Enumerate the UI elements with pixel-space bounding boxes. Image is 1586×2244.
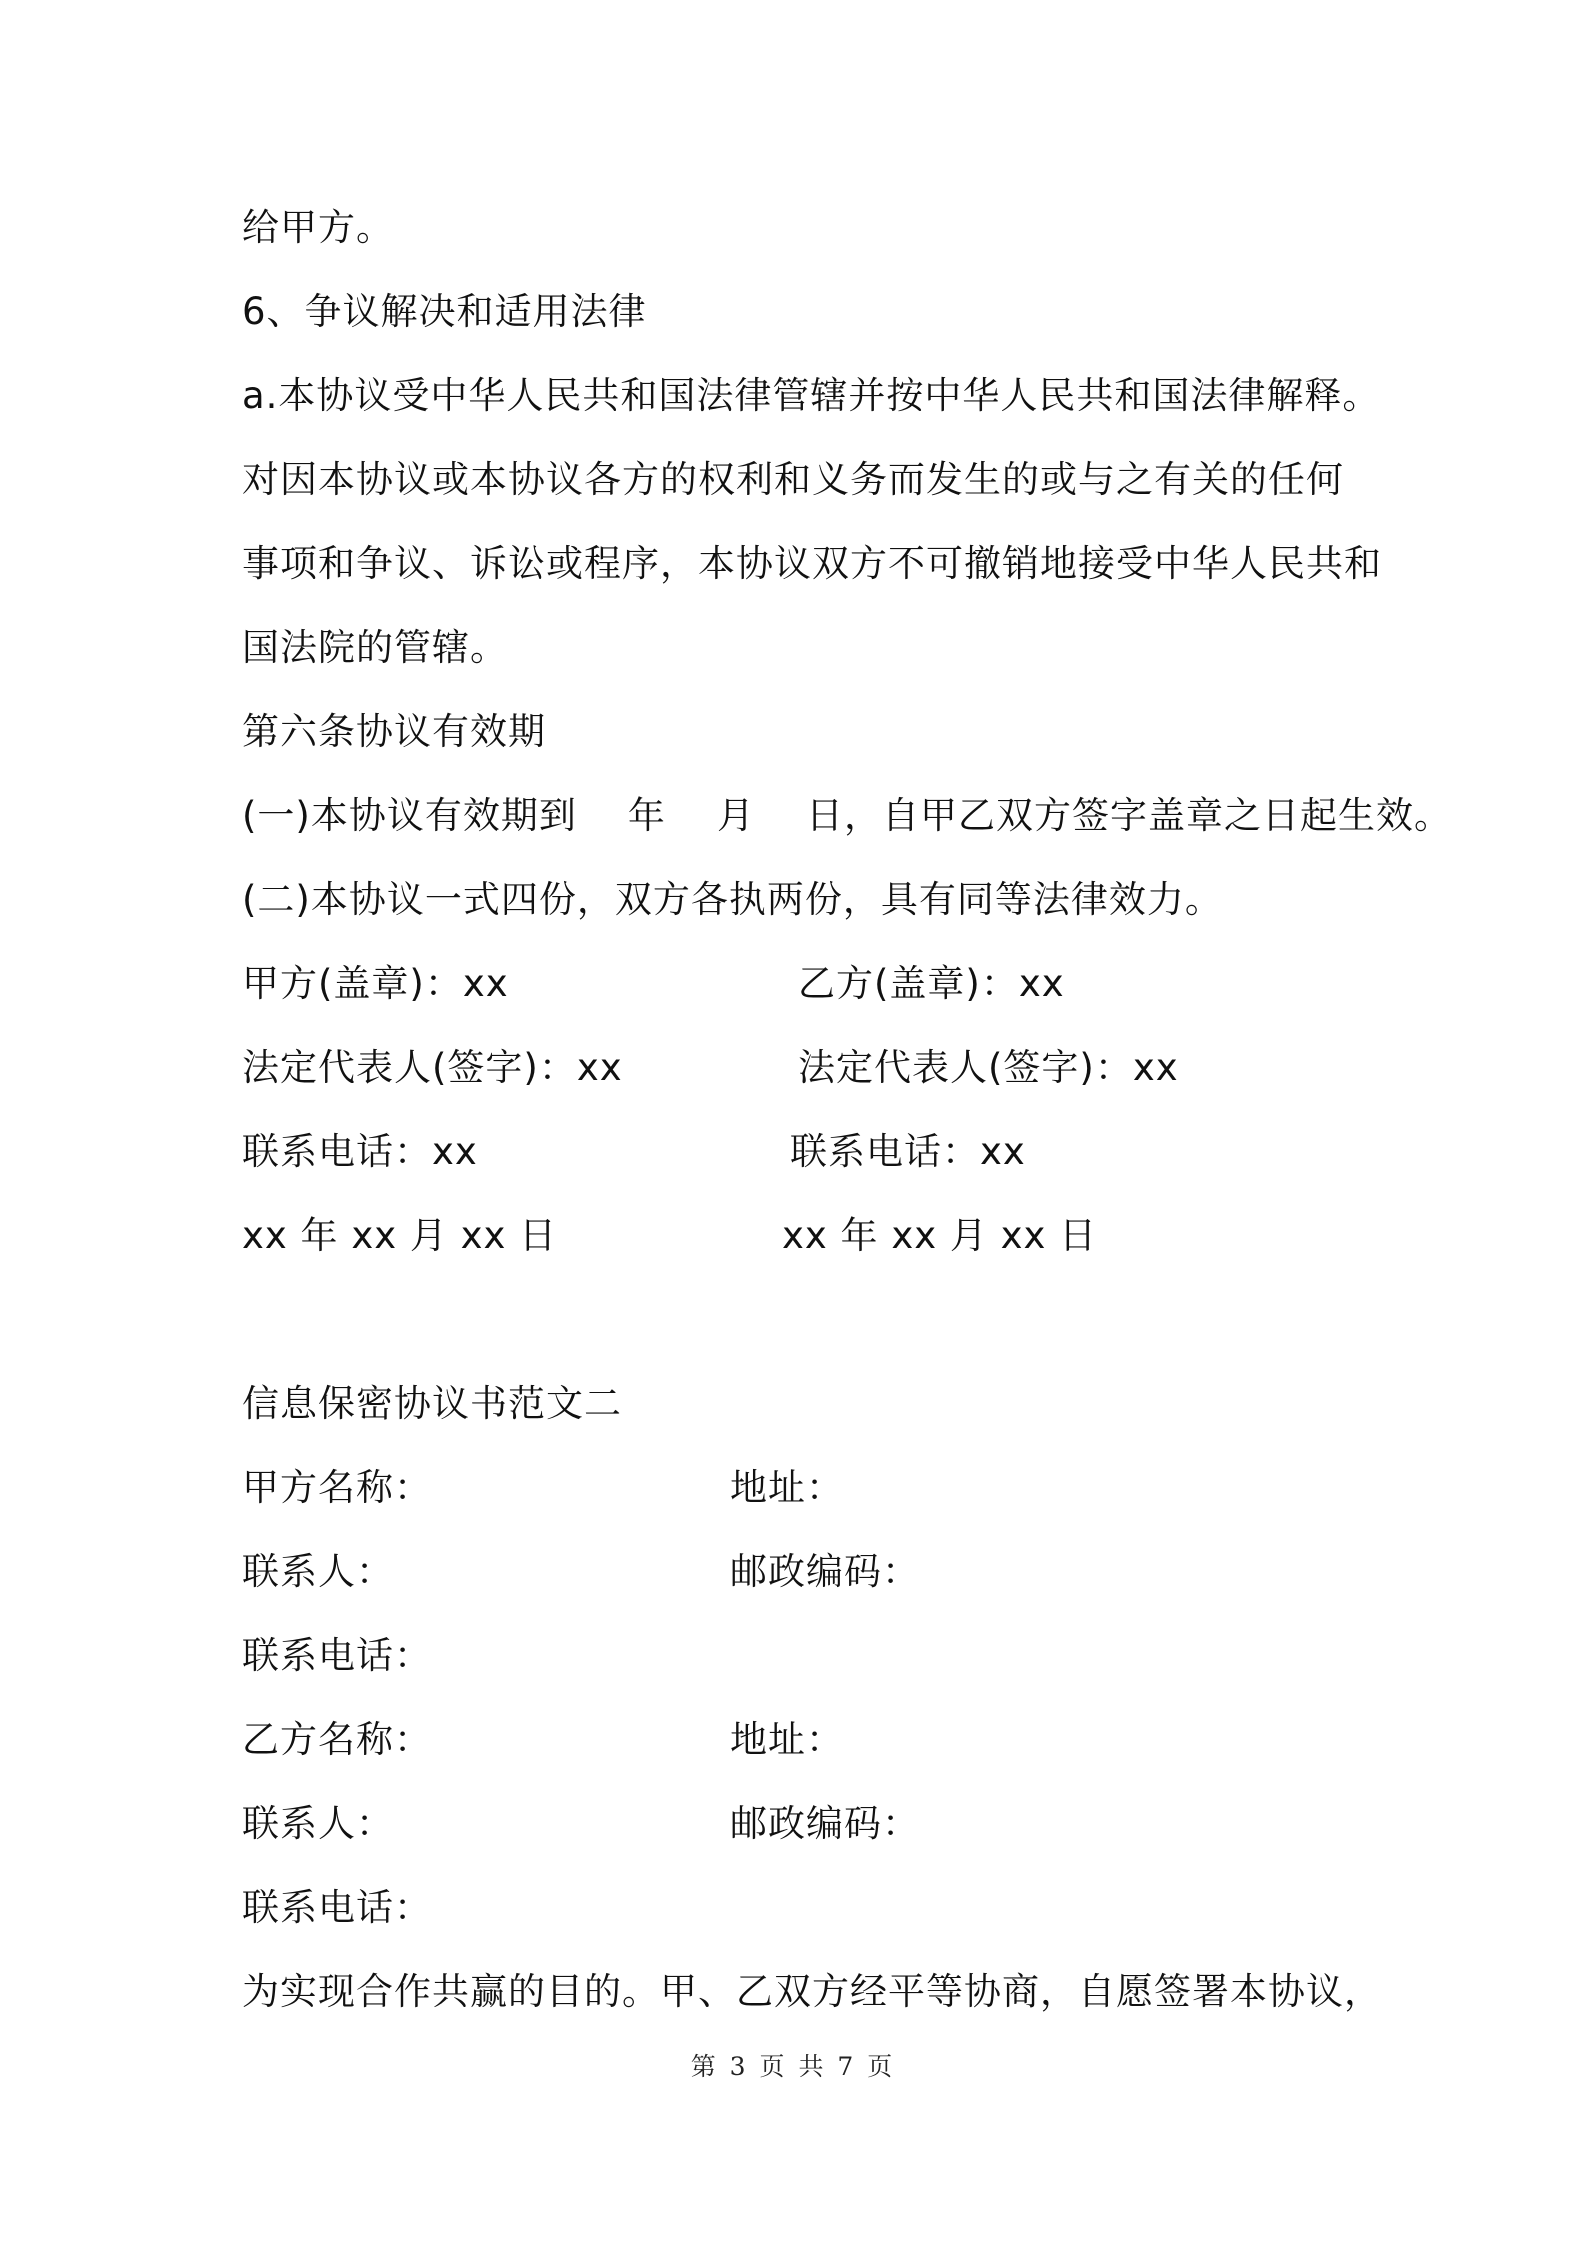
intro-paragraph: 为实现合作共赢的目的。甲、乙双方经平等协商，自愿签署本协议， (242, 1970, 1382, 2013)
paragraph-line: a.本协议受中华人民共和国法律管辖并按中华人民共和国法律解释。 (242, 374, 1381, 417)
party-b-date: xx 年 xx 月 xx 日 (782, 1214, 1098, 1257)
paragraph-line: 给甲方。 (242, 206, 394, 249)
party-b-name-label: 乙方名称： (242, 1718, 432, 1761)
party-a-phone: 联系电话：xx (242, 1130, 478, 1173)
party-b-representative: 法定代表人(签字)：xx (798, 1046, 1179, 1089)
template-title: 信息保密协议书范文二 (242, 1382, 622, 1425)
party-a-address-label: 地址： (730, 1466, 844, 1509)
party-b-seal: 乙方(盖章)：xx (798, 962, 1065, 1005)
paragraph-line: 国法院的管辖。 (242, 626, 508, 669)
page-number-footer: 第 3 页 共 7 页 (690, 2052, 896, 2081)
paragraph-line: (二)本协议一式四份，双方各执两份，具有同等法律效力。 (242, 878, 1223, 921)
party-b-phone-label: 联系电话： (242, 1886, 432, 1929)
party-a-seal: 甲方(盖章)：xx (242, 962, 509, 1005)
article-heading: 第六条协议有效期 (242, 710, 546, 753)
section-heading: 6、争议解决和适用法律 (242, 290, 647, 333)
paragraph-line: 事项和争议、诉讼或程序，本协议双方不可撤销地接受中华人民共和 (242, 542, 1382, 585)
party-a-phone-label: 联系电话： (242, 1634, 432, 1677)
party-a-postcode-label: 邮政编码： (730, 1550, 920, 1593)
party-a-name-label: 甲方名称： (242, 1466, 432, 1509)
party-b-postcode-label: 邮政编码： (730, 1802, 920, 1845)
paragraph-line: 对因本协议或本协议各方的权利和义务而发生的或与之有关的任何 (242, 458, 1344, 501)
party-b-address-label: 地址： (730, 1718, 844, 1761)
party-a-contact-label: 联系人： (242, 1550, 394, 1593)
party-b-contact-label: 联系人： (242, 1802, 394, 1845)
party-a-representative: 法定代表人(签字)：xx (242, 1046, 623, 1089)
paragraph-line: (一)本协议有效期到 年 月 日，自甲乙双方签字盖章之日起生效。 (242, 794, 1453, 837)
party-b-phone: 联系电话：xx (790, 1130, 1026, 1173)
party-a-date: xx 年 xx 月 xx 日 (242, 1214, 558, 1257)
